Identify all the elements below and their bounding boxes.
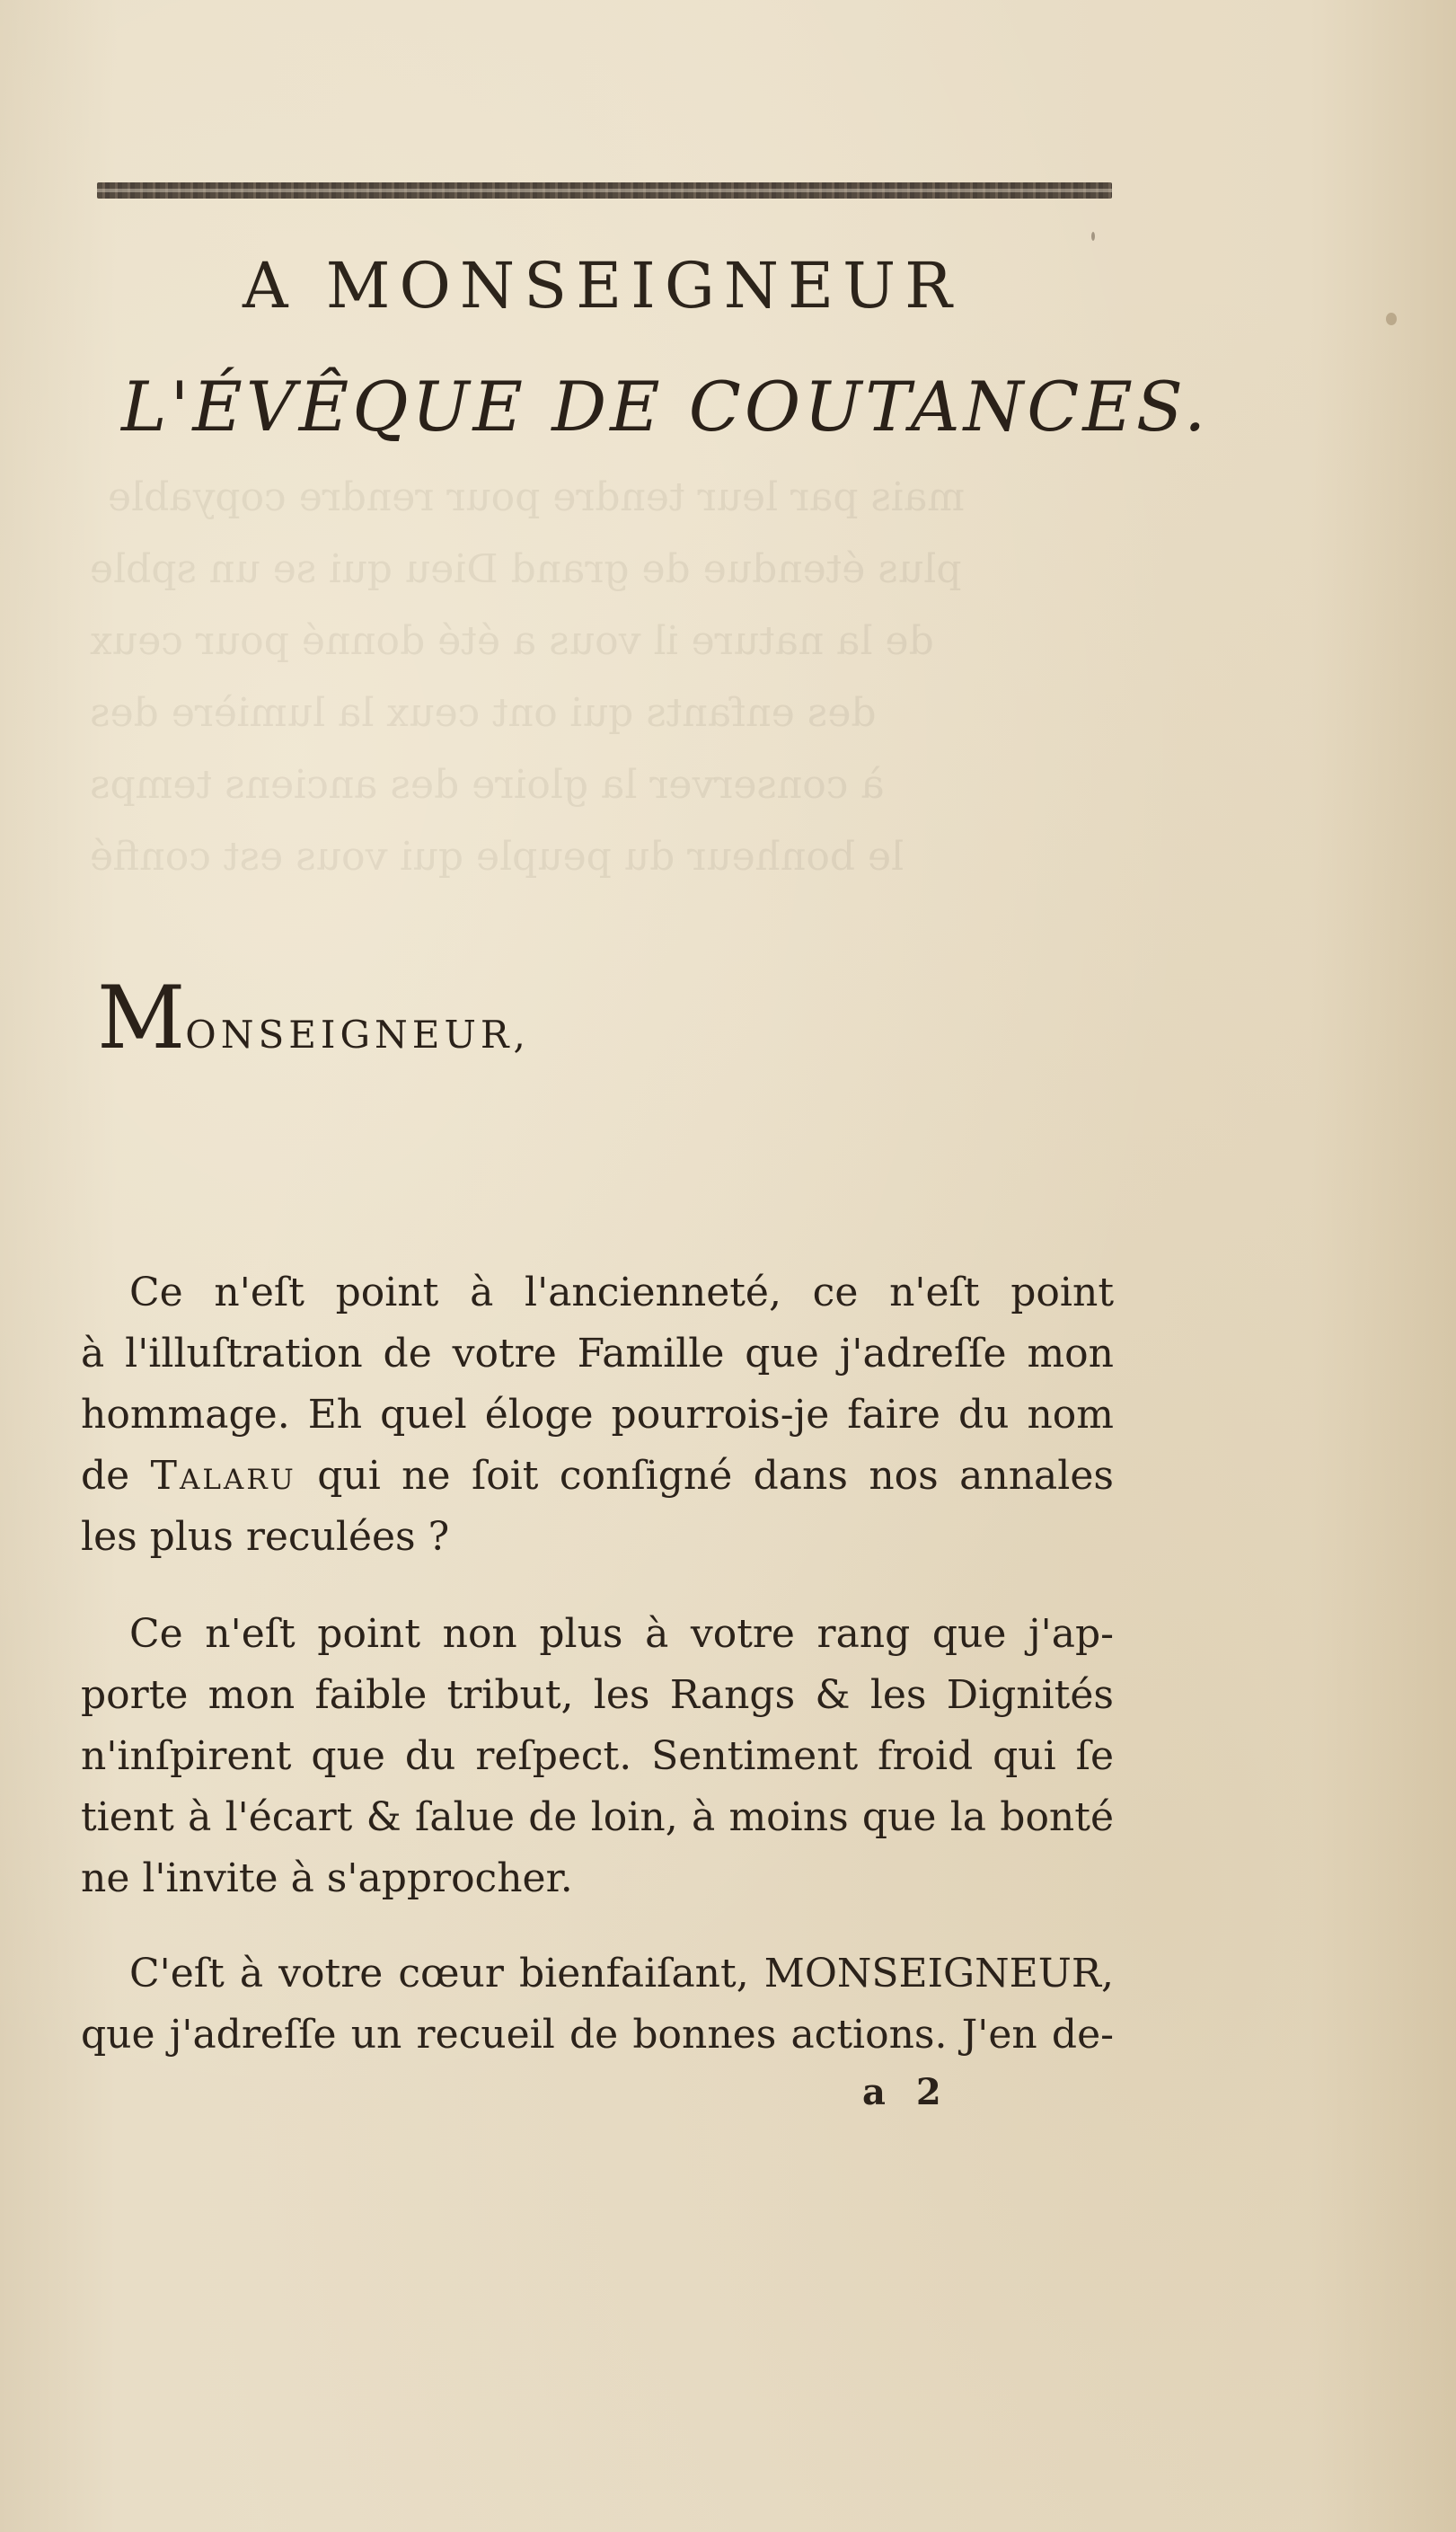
heading-line-2: L'ÉVÊQUE DE COUTANCES. (121, 367, 1210, 447)
salutation-rest: ONSEIGNEUR, (185, 1013, 530, 1057)
show-through-text: mais par leur tendre pour rendre copyable (108, 474, 966, 520)
paragraph-line: à l'illuſtration de votre Famille que j'adreſſe mon (81, 1331, 1114, 1377)
paragraph-line: Ce n'eſt point à l'ancienneté, ce n'eſt point (129, 1270, 1114, 1315)
decorative-rule (97, 182, 1112, 199)
paragraph-line: que j'adreſſe un recueil de bonnes actions. J'en de- (81, 2012, 1114, 2058)
paragraph-line: tient à l'écart & ſalue de loin, à moins que la bonté (81, 1794, 1114, 1840)
show-through-text: le bonheur du peuple qui vous est confié (90, 834, 904, 880)
paragraph-line: Ce n'eſt point non plus à votre rang que j'ap- (129, 1611, 1114, 1657)
paragraph-3 (81, 1943, 1114, 2066)
ink-spot (1386, 313, 1397, 325)
heading-line-1: A MONSEIGNEUR (243, 249, 961, 323)
show-through-text: plus étendue de grand Dieu qui se un spble (90, 546, 962, 592)
paragraph-line-with-name (81, 1446, 1114, 1507)
ink-speck (1091, 232, 1095, 241)
paragraph-line: C'eſt à votre cœur bienfaiſant, MONSEIGNEUR, (129, 1951, 1114, 1996)
show-through-text: des enfants qui ont ceux la lumière des (90, 690, 877, 736)
salutation-initial: M (97, 968, 186, 1068)
paragraph-line: n'inſpirent que du reſpect. Sentiment froid qui ſe (81, 1733, 1114, 1779)
paragraph-line: ne l'invite à s'approcher. (81, 1855, 573, 1901)
name-smallcaps: Talaru (150, 1453, 296, 1499)
signature-mark: a 2 (862, 2071, 950, 2113)
paragraph-1 (81, 1262, 1114, 1568)
paragraph-line: porte mon faible tribut, les Rangs & les Dignités (81, 1672, 1114, 1718)
paragraph-2 (81, 1604, 1114, 1909)
show-through-text: à conserver la gloire des anciens temps (90, 762, 885, 808)
show-through-text: de la nature il vous a été donné pour ceux (90, 618, 934, 664)
name-talaru-line: de Talaru qui ne ſoit conſigné dans nos annales (81, 1453, 1114, 1499)
salutation (97, 968, 726, 1068)
paragraph-line: hommage. Eh quel éloge pourrois-je faire du nom (81, 1392, 1114, 1438)
paragraph-line: les plus reculées ? (81, 1514, 450, 1560)
